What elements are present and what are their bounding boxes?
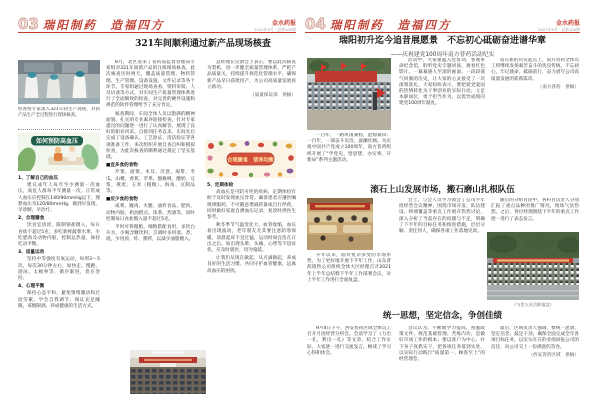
masthead-slogan: 瑞阳制药 造福四方: [329, 18, 452, 32]
paper-logo: 金水药报: [271, 20, 296, 28]
article1-column-3: [207, 60, 296, 138]
paragraph: 站在新的历史起点上，南方普药全体员工将继续发扬艰苦奋斗的优良传统，不忘初心、牢记使命，砥砺前行，奋力谱写公司高质量发展的崭新篇章。: [491, 58, 579, 82]
photo-caption: [18, 107, 100, 127]
paragraph: 会上，与会人员学习领会了公司半年度经营会议精神，围绕市场开发、队伍建设、终端覆盖等重点工作展开热烈讨论，深入分析了当前存在的问题与不足，明确了下半年的目标任务和推进措施，层层分解、责任到人，确保各项工作落地见效。: [399, 198, 485, 235]
section-title: 2、合理膳食: [18, 216, 45, 222]
paragraph: 坚持中等强度有氧运动，每周3～5次，每次30分钟左右，如快走、慢跑、游泳、太极拳等，循序渐进，贵在坚持。: [18, 257, 100, 282]
balanced-diet-illustration: [205, 140, 296, 178]
hypertension-infographic: [18, 133, 100, 171]
paragraph: 秋冬季节气温变化大，血管收缩，血压易出现波动，老年朋友尤其要注意防寒保暖，清晨起床不宜过猛，运动时间宜选在日出之后。如出现头晕、头痛、心悸等不适症状，应及时就医，切勿拖延。: [207, 223, 296, 254]
caption-divider: [18, 129, 100, 130]
anniversary-event-photo: [307, 58, 391, 130]
paragraph: 保持心态平和，避免情绪激动和过度劳累，学会自我调节，保证充足睡眠，戒烟限酒，养成健康的生活方式。: [18, 291, 100, 309]
paragraph: 核查期间，车间全体人员以饱满的精神面貌、扎实的专业素养迎接检查，针对专家提出的问题逐一进行了认真解答，展现了良好的职业风采。自接到任务以来，车间先后完成了设备确认、工艺验证、清洁验证等各项准备工作，多次组织开展自查自纠和模拟检查，为此次核查的顺利通过奠定了坚实基础。: [106, 111, 195, 161]
infographic-title: 如何预防高血压: [35, 138, 79, 145]
paragraph: 9月4日下午，西安普药区域全体员工召开月度经营分析会。会前学习了《力出一孔，利出一孔》等文章，结合工作实际，大家逐一进行交流发言，畅谈了学习心得和体会。: [307, 326, 391, 356]
section-title: 3、适量运动: [18, 250, 45, 256]
article2-column-1: [307, 253, 391, 309]
paragraph: 8月，北区迎来了省药品监督管理局专家组对321车间新产品的注册现场核查。此次核查历时两天，覆盖质量管理、物料管理、生产管理、设备设施、文件记录等各个环节。专家组通过现场查看、资料审阅、人员访谈等方式，对车间生产质量管理体系进行了全面细致的检查，对完善的硬件设施和规范的软件管理给予了充分肯定。: [106, 60, 195, 109]
paragraph: 芹菜、菠菜、木耳、洋葱、海带、冬瓜、山楂、香蕉、苹果、猕猴桃、酸奶、豆浆、燕麦、玉米（粗粮）、海鱼、豆制品等。: [106, 170, 195, 195]
paper-logo: 金水药报: [555, 20, 580, 28]
article3-column-1: [307, 326, 391, 404]
paragraph: 总经理在反馈会上表示，要以此次核查为契机，进一步健全质量管理体系，严把产品质量关，持续提升规范化管理水平，确保新产品早日获批投产，为公司高质量发展再立新功。: [207, 60, 296, 90]
article1-headline: 321车间顺利通过新产品现场核查: [135, 39, 271, 49]
article1-column-2: [106, 60, 195, 346]
article3-column-2: [399, 326, 485, 404]
article1-headline: 瑞阳初升迄今追昔展愿景 不忘初心砥砺奋进谱华章: [338, 36, 546, 46]
article-credit: （南方普药 供稿）: [537, 84, 579, 90]
health-column-1: [18, 175, 100, 401]
paper-logo-block: [538, 21, 580, 32]
article1-subhead: ——庆祝建党100周年南方普药活动纪实: [390, 52, 495, 58]
paragraph: 活动中，大家重温入党誓词，参观革命纪念馆，聆听党史专题讲座，观看红色影片。一幕幕感人至深的画面、一段段荡气回肠的历史，让大家的心灵接受了一次深刻洗礼。大家纷纷表示，要把爱党爱国的热情转化为干事创业的实际行动，立足本职岗位，勇于担当作为，以优异成绩向建党100周年献礼。: [399, 58, 485, 107]
section-title: 1、了解自己的血压: [18, 176, 58, 181]
paragraph: 会议认为，不断地学习提高、熟悉政策文件、规范基础管理、苦练内功，是做好市场工作的根本；要以客户为中心，扑下身子真抓实干，把各项任务落到实处，以实际行动践行“质量第一、顾客至上”的经营理念。: [399, 326, 485, 363]
paragraph: 最后，区域负责人强调，要统一思想、坚定信念、鼓足干劲，确保全面完成全年各项目标任务，以实实在在的业绩回报公司的信任，向公司交上一份满意的答卷。: [491, 326, 579, 350]
conference-room-photo: [130, 350, 206, 394]
sales-meeting-photo: [307, 198, 373, 250]
paragraph: 开年以来，面对复杂多变的市场形势，为了更好地开展下半年工作，山东普药销售公司组织全体大区经理召开2021年上半年总结暨下半年工作部署会议，对上半年工作进行全面复盘。: [307, 253, 391, 283]
group-photo-caption: （与会人员合影留念）: [512, 302, 554, 307]
section-title: 5、定期体检: [207, 183, 234, 188]
page-04-masthead: [305, 12, 580, 33]
section-title: ■应少食的食物: [106, 197, 138, 203]
page-03: [18, 12, 296, 404]
paragraph: 高血压是可防可控的疾病，定期体检有助于及时发现血压异常。确诊患者应遵医嘱规律服药，不可随意增减药量或自行停药，同时做好家庭自测血压记录，复诊时供医生参考。: [207, 190, 296, 221]
food-banner-text: 合理膳食 营养均衡: [227, 157, 274, 164]
health-column-3: [207, 182, 296, 400]
article-credit: （质量保证部 供稿）: [250, 93, 296, 99]
section-title: 4、心理平衡: [18, 284, 45, 290]
article1-column-1: [307, 133, 391, 185]
paragraph: 随后的分组讨论中，各科目负责人分别汇报了重点品种的推广情况，现场气氛热烈。之后，各位经理围绕下半年的重点工作逐一进行了表态发言。: [491, 198, 579, 222]
paragraph: 平时可将粗粮、细粮搭配食用，多饮白开水，少喝含糖饮料；烹调时多用蒸、煮、炖，少用煎、炸、熏烤，以减少油脂摄入。: [106, 225, 195, 243]
article1-column-3: [491, 58, 579, 186]
masthead-slogan: 瑞阳制药 造福四方: [42, 18, 165, 32]
page-number: 04: [305, 15, 326, 33]
article2-column-2: [399, 198, 485, 310]
page-04: [305, 12, 580, 404]
article-credit: （西安普药区域 供稿）: [528, 352, 579, 358]
paragraph: 建议成年人每年至少测量一次血压，高危人群每半年测量一次。正常成人血压应控制在140/90mmHg以下，理想血压为120/80mmHg，做到早发现、早诊断、早治疗。: [18, 183, 100, 214]
page-03-masthead: [18, 12, 296, 33]
article2-headline: 滚石上山发展市场，搬石磨山扎根队伍: [370, 185, 515, 195]
article2-column-3: [491, 198, 579, 232]
paragraph: 让我们从现在做起，从点滴做起，养成良好的生活习惯，共同守护血管健康，远离高血压的困扰。: [207, 256, 296, 274]
paragraph: 咸菜、腌肉、火腿、油炸食品、肥肉、动物内脏、奶油糕点、浓茶、烈酒等，同时控制每日食盐摄入量不超过5克。: [106, 204, 195, 222]
section-title: ■宜多食的食物: [106, 163, 138, 169]
page-number: 03: [18, 15, 39, 33]
photo-caption-text: 检查组专家深入321车间生产现场，对新产品生产全过程进行现场核查。: [18, 107, 100, 118]
paper-issue: 2021年9月 · 总第100期: [254, 27, 296, 33]
workshop-inspection-photo: [18, 60, 100, 104]
paper-logo-block: [254, 21, 296, 32]
article3-headline: 统一思想，坚定信念，争创佳绩: [382, 311, 502, 321]
article3-column-3: [491, 326, 579, 404]
paragraph: 一百年，一路风雨兼程，沧海桑田；一百年，一部奋斗史诗，波澜壮阔。为庆祝中国共产党成立100周年，南方普药组织开展了“学党史、悟思想、办实事、开新局”系列主题活动。: [307, 133, 391, 163]
paragraph: 饮食宜清淡，限制钠盐摄入，每日食盐不超过5克；多吃新鲜蔬菜水果，少吃肥肉及动物内脏，控制总热量，保持吃动平衡。: [18, 223, 100, 248]
group-photo: [487, 232, 579, 300]
paper-issue: 2021年9月 · 总第100期: [538, 27, 580, 33]
article1-column-2: [399, 58, 485, 186]
